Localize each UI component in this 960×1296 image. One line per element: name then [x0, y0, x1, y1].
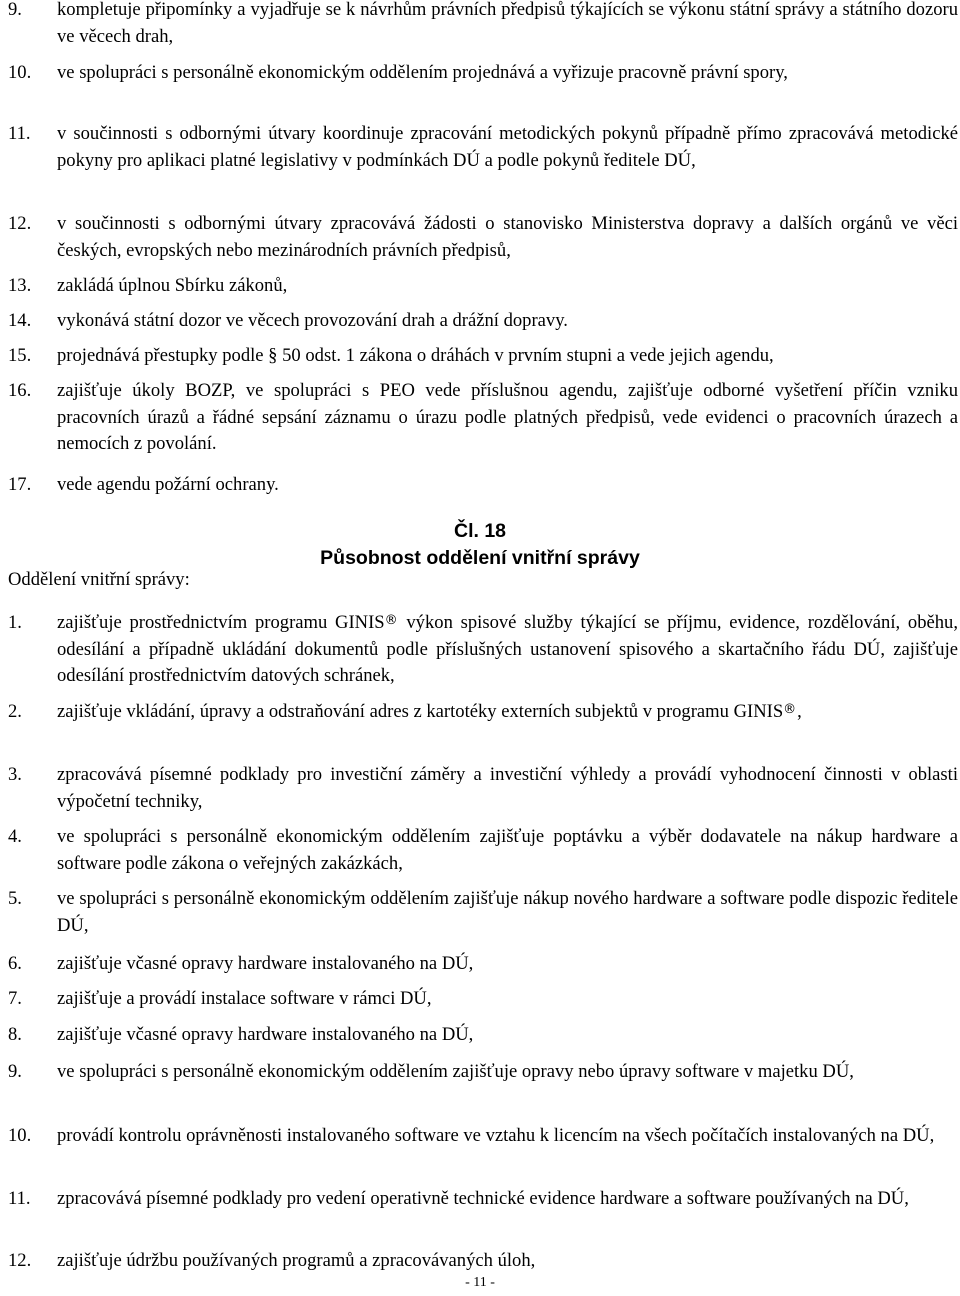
item-text: projednává přestupky podle § 50 odst. 1 zákona o dráhách v prvním stupni a vede jejich agendu, [57, 345, 774, 366]
item-text: zpracovává písemné podklady pro vedení operativně technické evidence hardware a software používaných na DÚ, [57, 1188, 909, 1209]
list-item [0, 951, 958, 978]
item-text [57, 699, 958, 726]
registered-mark-glyph: ® [384, 613, 398, 628]
list-item [0, 886, 958, 939]
item-text: zajišťuje údržbu používaných programů a zpracovávaných úloh, [57, 1250, 536, 1271]
item-text: zajišťuje včasné opravy hardware instalovaného na DÚ, [57, 953, 474, 974]
list-item [0, 121, 958, 174]
item-number: 6. [8, 953, 22, 974]
list-item [0, 699, 958, 726]
item-text: zakládá úplnou Sbírku zákonů, [57, 275, 288, 296]
registered-mark-glyph: ® [783, 702, 797, 717]
item-text: zajišťuje včasné opravy hardware instalovaného na DÚ, [57, 1024, 474, 1045]
list-item [0, 824, 958, 877]
list-item [0, 1022, 958, 1049]
list-item [0, 1123, 958, 1150]
item-number: 12. [8, 1250, 32, 1271]
item-text-part: zajišťuje prostřednictvím programu GINIS [57, 612, 385, 633]
list-item [0, 610, 958, 690]
item-text: v součinnosti s odbornými útvary zpracovává žádosti o stanovisko Ministerstva dopravy a dalších orgánů ve věci českých, evropských nebo mezinárodních právních předpisů, [57, 213, 958, 261]
item-number: 9. [8, 0, 22, 20]
item-text-part: , [797, 701, 802, 722]
item-number: 15. [8, 345, 32, 366]
item-text-part: výkon spisové služby týkající se příjmu, evidence, rozdělování, oběhu, odesílání a případně ukládání dokumentů podle příslušných ustanovení spisového a skartačního řádu DÚ, zajišťuje odesílání prostřednictvím datových schránek, [57, 612, 958, 687]
list-item [0, 378, 958, 458]
list-item [0, 273, 958, 300]
item-number: 10. [8, 1125, 32, 1146]
item-number: 4. [8, 826, 22, 847]
department-label: Oddělení vnitřní správy: [8, 569, 190, 590]
item-text [57, 610, 958, 690]
item-number: 5. [8, 888, 22, 909]
item-number: 11. [8, 123, 31, 144]
item-number: 2. [8, 701, 22, 722]
item-number: 12. [8, 213, 32, 234]
item-text: zajišťuje úkoly BOZP, ve spolupráci s PEO vede příslušnou agendu, zajišťuje odborné vyšetření příčin vzniku pracovních úrazů a řádné sepsání záznamu o úrazu podle platných předpisů, vede evidenci o pracovních úrazech a nemocích z povolání. [57, 380, 958, 455]
list-item [0, 1248, 958, 1275]
item-text: ve spolupráci s personálně ekonomickým oddělením zajišťuje nákup nového hardware a software podle dispozic ředitele DÚ, [57, 888, 958, 936]
item-number: 9. [8, 1061, 22, 1082]
item-text: v součinnosti s odbornými útvary koordinuje zpracování metodických pokynů případně přímo zpracovává metodické pokyny pro aplikaci platné legislativy v podmínkách DÚ a podle pokynů ředitele DÚ, [57, 123, 958, 171]
list-item [0, 60, 958, 87]
item-text: provádí kontrolu oprávněnosti instalovaného software ve vztahu k licencím na všech počítačích instalovaných na DÚ, [57, 1125, 935, 1146]
list-item [0, 1059, 958, 1086]
list-item [0, 1186, 958, 1213]
item-text: zpracovává písemné podklady pro investiční záměry a investiční výhledy a provádí vyhodnocení činnosti v oblasti výpočetní techniky, [57, 764, 958, 812]
list-item [0, 986, 958, 1013]
list-item [0, 343, 958, 370]
list-item [0, 472, 958, 499]
item-number: 16. [8, 380, 32, 401]
item-text: vede agendu požární ochrany. [57, 474, 279, 495]
item-number: 3. [8, 764, 22, 785]
page-number: - 11 - [465, 1275, 495, 1290]
item-number: 10. [8, 62, 32, 83]
item-text: ve spolupráci s personálně ekonomickým oddělením zajišťuje poptávku a výběr dodavatele na nákup hardware a software podle zákona o veřejných zakázkách, [57, 826, 958, 874]
item-number: 17. [8, 474, 32, 495]
item-text: ve spolupráci s personálně ekonomickým oddělením zajišťuje opravy nebo úpravy software v majetku DÚ, [57, 1061, 854, 1082]
item-number: 14. [8, 310, 32, 331]
item-text-part: zajišťuje vkládání, úpravy a odstraňování adres z kartotéky externích subjektů v programu GINIS [57, 701, 784, 722]
item-number: 13. [8, 275, 32, 296]
article-title: Působnost oddělení vnitřní správy [320, 547, 640, 569]
item-number: 7. [8, 988, 22, 1009]
item-text: zajišťuje a provádí instalace software v rámci DÚ, [57, 988, 432, 1009]
item-number: 8. [8, 1024, 22, 1045]
item-text: kompletuje připomínky a vyjadřuje se k návrhům právních předpisů týkajících se výkonu státní správy a státního dozoru ve věcech drah, [57, 0, 958, 47]
item-number: 11. [8, 1188, 31, 1209]
list-item [0, 211, 958, 264]
list-item [0, 308, 958, 335]
item-number: 1. [8, 612, 22, 633]
list-item [0, 0, 958, 50]
item-text: ve spolupráci s personálně ekonomickým oddělením projednává a vyřizuje pracovně právní spory, [57, 62, 788, 83]
item-text: vykonává státní dozor ve věcech provozování drah a drážní dopravy. [57, 310, 568, 331]
list-item [0, 762, 958, 815]
article-number: Čl. 18 [453, 520, 507, 542]
